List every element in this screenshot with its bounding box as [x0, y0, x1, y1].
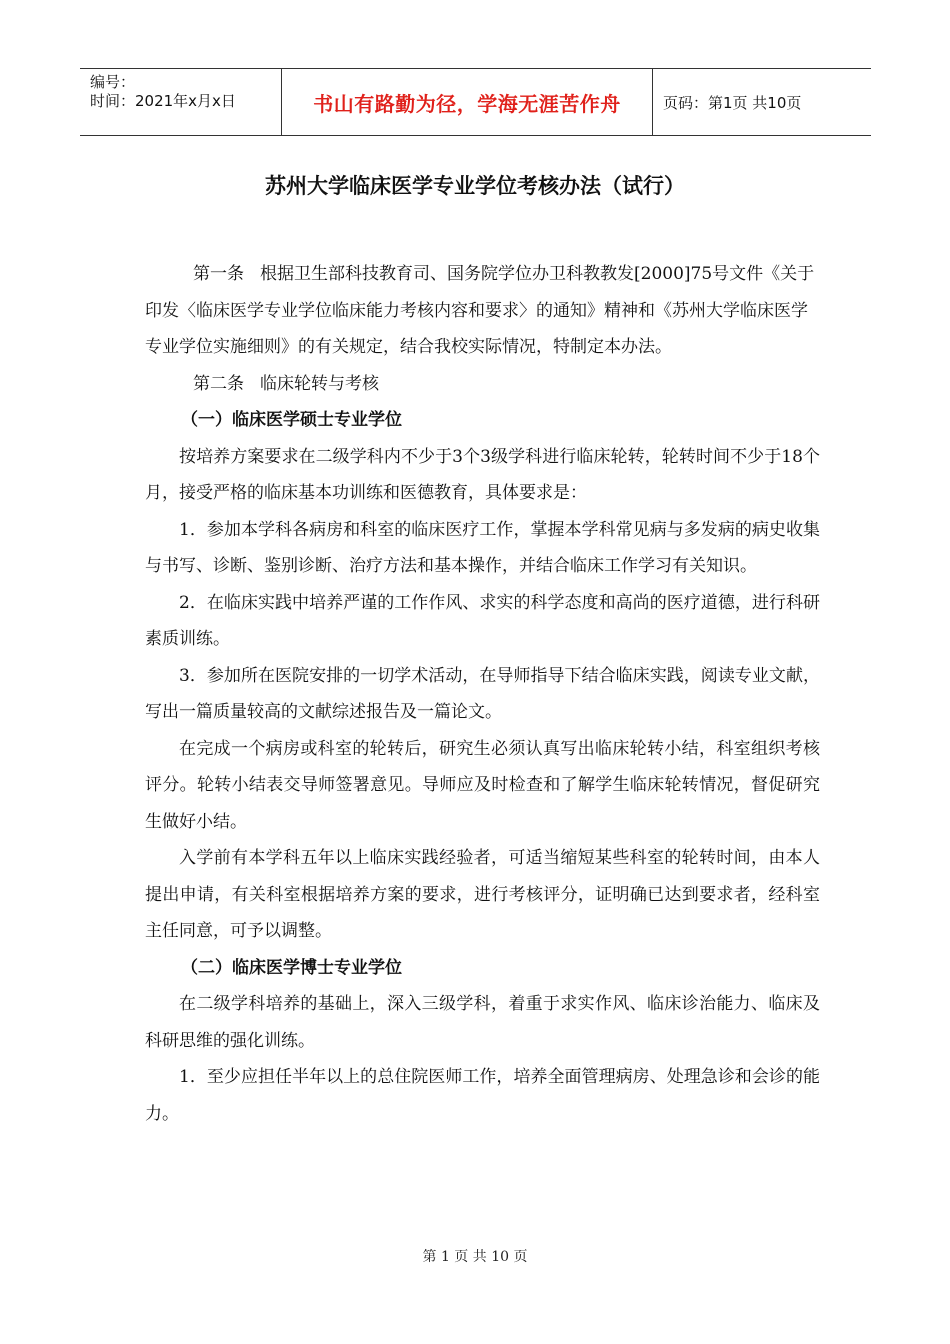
section-1-paragraph-rotation: 在完成一个病房或科室的轮转后，研究生必须认真写出临床轮转小结，科室组织考核评分。轮转小结表交导师签署意见。导师应及时检查和了解学生临床轮转情况，督促研究生做好小结。 — [145, 738, 820, 832]
section-1-item-2: 2．在临床实践中培养严谨的工作作风、求实的科学态度和高尚的医疗道德，进行科研素质训练。 — [145, 592, 820, 649]
header-page-info: 页码：第1页 共10页 — [663, 93, 802, 112]
article-2-text: 临床轮转与考核 — [260, 373, 379, 394]
doc-date: 时间：2021年x月x日 — [90, 92, 236, 110]
page-footer: 第 1 页 共 10 页 — [422, 1249, 528, 1265]
section-1-paragraph-adjustment: 入学前有本学科五年以上临床实践经验者，可适当缩短某些科室的轮转时间，由本人提出申请，有关科室根据培养方案的要求，进行考核评分，证明确已达到要求者，经科室主任同意，可予以调整。 — [145, 848, 820, 941]
section-1-intro: 按培养方案要求在二级学科内不少于3个3级学科进行临床轮转，轮转时间不少于18个月，接受严格的临床基本功训练和医德教育，具体要求是： — [145, 446, 820, 503]
article-1-text: 根据卫生部科技教育司、国务院学位办卫科教教发[2000]75号文件《关于印发〈临床医学专业学位临床能力考核内容和要求〉的通知》精神和《苏州大学临床医学专业学位实施细则》的有关规定，结合我校实际情况，特制定本办法。 — [145, 264, 815, 357]
section-2-heading: （二）临床医学博士专业学位 — [181, 957, 402, 978]
section-2-item-1: 1．至少应担任半年以上的总住院医师工作，培养全面管理病房、处理急诊和会诊的能力。 — [145, 1067, 820, 1124]
section-1-item-1: 1．参加本学科各病房和科室的临床医疗工作，掌握本学科常见病与多发病的病史收集与书写、诊断、鉴别诊断、治疗方法和基本操作，并结合临床工作学习有关知识。 — [145, 519, 820, 576]
page-header — [80, 68, 871, 136]
section-2-intro: 在二级学科培养的基础上，深入三级学科，着重于求实作风、临床诊治能力、临床及科研思维的强化训练。 — [145, 994, 820, 1051]
section-1-item-3: 3．参加所在医院安排的一切学术活动，在导师指导下结合临床实践，阅读专业文献，写出一篇质量较高的文献综述报告及一篇论文。 — [145, 665, 820, 722]
header-meta — [80, 69, 281, 135]
document-body — [145, 256, 820, 1132]
article-2-label: 第二条 — [193, 373, 244, 394]
header-motto: 书山有路勤为径，学海无涯苦作舟 — [281, 69, 653, 135]
article-1-label: 第一条 — [193, 264, 244, 284]
section-1-heading: （一）临床医学硕士专业学位 — [181, 410, 402, 430]
article-1 — [145, 256, 820, 366]
doc-number-label: 编号： — [90, 73, 136, 91]
document-title: 苏州大学临床医学专业学位考核办法（试行） — [265, 174, 685, 198]
article-2 — [145, 366, 820, 403]
